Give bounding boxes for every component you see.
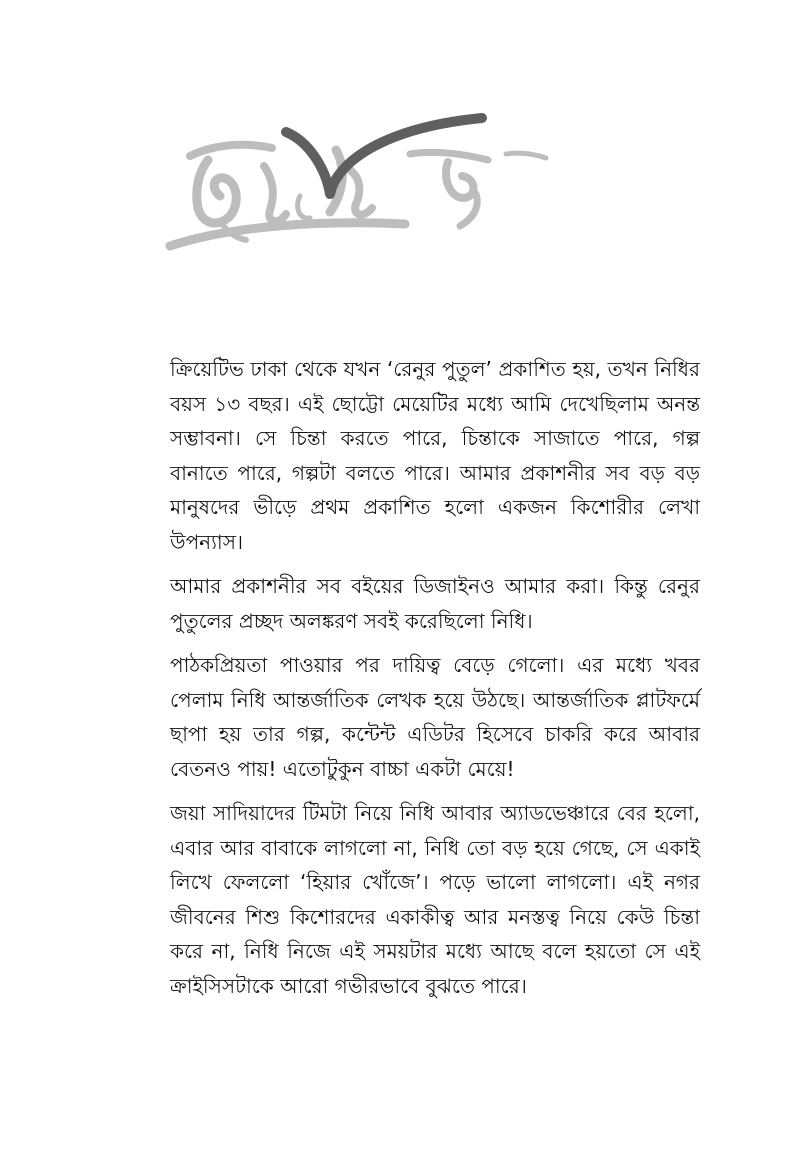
paragraph-2: আমার প্রকাশনীর সব বইয়ের ডিজাইনও আমার করা। কিন্তু রেনুর পুতুলের প্রচ্ছদ অলঙ্করণ সবই করেছিলো নিধি। [170,574,700,633]
paragraph-3: পাঠকপ্রিয়তা পাওয়ার পর দায়িত্ব বেড়ে গেলো। এর মধ্যে খবর পেলাম নিধি আন্তর্জাতিক লেখক হয়ে উঠছে। আন্তর্জাতিক প্লাটফর্মে ছাপা হয় তার গল্প, কন্টেন্ট এডিটর হিসেবে চাকরি করে আবার বেতনও পায়! এতোটুকুন বাচ্চা একটা মেয়ে! [170,653,700,781]
heading-text [160,108,161,109]
paragraph-1: ক্রিয়েটিভ ঢাকা থেকে যখন ‘রেনুর পুতুল’ প্রকাশিত হয়, তখন নিধির বয়স ১৩ বছর। এই ছোট্টো মেয়েটির মধ্যে আমি দেখেছিলাম অনন্ত সম্ভাবনা। সে চিন্তা করতে পারে, চিন্তাকে সাজাতে পারে, গল্প বানাতে পারে, গল্পটা বলতে পারে। আমার প্রকাশনীর সব বড় বড় মানুষদের ভীড়ে প্রথম প্রকাশিত হলো একজন কিশোরীর লেখা উপন্যাস। [170,357,700,554]
preface-body [170,352,700,1013]
paragraph-4: জয়া সাদিয়াদের টিমটা নিয়ে নিধি আবার অ্যাডভেঞ্চারে বের হলো, এবার আর বাবাকে লাগলো না, নিধি তো বড় হয়ে গেছে, সে একাই লিখে ফেললো ‘হিয়ার খোঁজে’। পড়ে ভালো লাগলো। এই নগর জীবনের শিশু কিশোরদের একাকীত্ব আর মনস্তত্ব নিয়ে কেউ চিন্তা করে না, নিধি নিজে এই সময়টার মধ্যে আছে বলে হয়তো সে এই ক্রাইসিসটাকে আরো গভীরভাবে বুঝতে পারে। [170,801,700,998]
calligraphy-heading [160,108,560,268]
calligraphy-logo-icon [160,108,560,268]
